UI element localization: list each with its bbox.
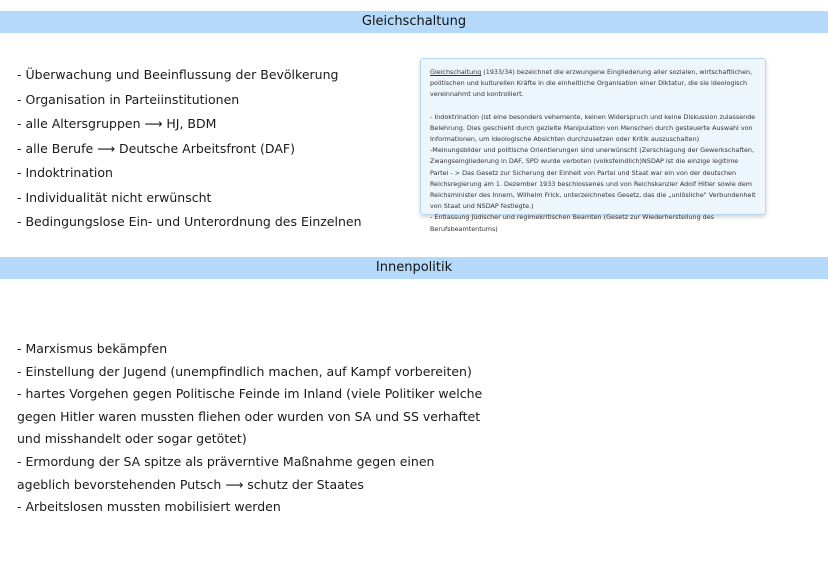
list-item: - Einstellung der Jugend (unempfindlich machen, auf Kampf vorbereiten) (17, 363, 472, 379)
gleichschaltung-list (17, 63, 362, 235)
list-item: - hartes Vorgehen gegen Politische Feinde im Inland (viele Politiker welche gegen Hitler waren mussten fliehen oder wurden von SA und SS verhaftet und misshandelt oder sogar getötet) (17, 386, 483, 447)
note-definition (430, 67, 756, 101)
section-header-gleichschaltung (0, 11, 828, 33)
innenpolitik-list (17, 338, 487, 519)
list-item: - Bedingungslose Ein- und Unterordnung des Einzelnen (17, 214, 362, 229)
list-item: - Organisation in Parteiinstitutionen (17, 91, 240, 107)
list-item: - Individualität nicht erwünscht (17, 189, 212, 205)
note-term: Gleichschaltung (430, 68, 482, 76)
list-item: - Marxismus bekämpfen (17, 341, 168, 356)
list-item: - Überwachung und Beeinflussung der Bevölkerung (17, 67, 339, 82)
section-title: Innenpolitik (375, 260, 453, 275)
note-line: -Meinungsbilder und politische Orientierungen sind unerwünscht (Zerschlagung der Gewerkschaften, Zwangseingliederung in DAF, SPD wurde verboten (volksfeindlich)NSDAP ist die einzige legitime Partei - > Das Gesetz zur Sicherung der Einheit von Partei und Staat war ein von der deutschen Reichsregierung am 1. Dezember 1933 beschlossenes und von Reichskanzler Adolf Hitler sowie dem Reichsminister des Innern, Wilhelm Frick, unterzeichnetes Gesetz, das die „unlösliche" Verbundenheit von Staat und NSDAP festlegte.) (430, 146, 756, 211)
note-line: - Indoktrination (ist eine besonders vehemente, keinen Widerspruch und keine Diskussion zulassende Belehrung. Dies geschieht durch gezielte Manipulation von Menschen durch gesteuerte Auswahl von Informationen, um ideologische Absichten durchzusetzen oder Kritik auszuschalten) (430, 112, 756, 144)
list-item: - Indoktrination (17, 165, 113, 180)
list-item: - Ermordung der SA spitze als präverntive Maßnahme gegen einen ageblich bevorstehenden Putsch ⟶ schutz der Staates (17, 453, 435, 492)
note-definition-text: (1933/34) bezeichnet die erzwungene Eingliederung aller sozialen, wirtschaftlichen, politischen und kulturellen Kräfte in die einheitliche Organisation einer Diktatur, die sie ideologisch vereinnahmt und kontrolliert. (430, 68, 753, 99)
definition-note (420, 58, 766, 233)
list-item: - alle Altersgruppen ⟶ HJ, BDM (17, 116, 217, 131)
note-line: - Entlassung Jüdischer und regimekritischen Beamten (Gesetz zur Wiederherstellung des Berufsbeamtentums) (430, 213, 715, 233)
section-header-innenpolitik (0, 257, 828, 279)
list-item: - Arbeitslosen mussten mobilisiert werden (17, 499, 281, 515)
section-title: Gleichschaltung (361, 14, 467, 29)
list-item: - alle Berufe ⟶ Deutsche Arbeitsfront (DAF) (17, 140, 295, 156)
